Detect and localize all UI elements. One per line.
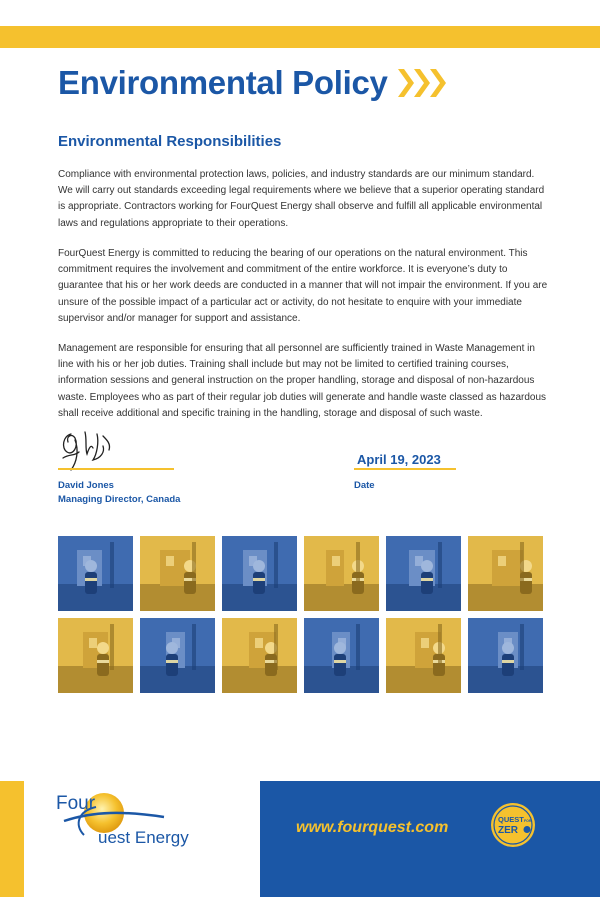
badge-text-zero: ZER (498, 825, 518, 836)
date-label: Date (354, 480, 375, 491)
signatory-role: Managing Director, Canada (58, 494, 181, 505)
badge-text-quest: QUEST (498, 815, 524, 824)
paragraph-compliance: Compliance with environmental protection laws, policies, and industry standards are our minimum standard. We will carry out standards exceeding legal requirements where we believe that a superior operating standard is appropriate. Contractors working for FourQuest Energy shall observe and fulfill all applicable environmental laws and regulations appropriate to their operations. (58, 169, 545, 229)
fourquest-energy-logo (54, 785, 234, 855)
quest-for-zero-badge (490, 802, 536, 848)
website-link[interactable]: www.fourquest.com (296, 819, 449, 836)
photo-industrial-facility (58, 536, 133, 611)
footer-left-accent (0, 781, 24, 897)
paragraph-training: Management are responsible for ensuring that all personnel are sufficiently trained in Waste Management in line with his or her job duties. Training shall include but may not be limited to certified training courses, information sessions and general instruction on the proper handling, storage and disposal of non-hazardous waste. Employees who as part of their regular job duties will generate and handle waste classed as hazardous shall receive additional and specific training in the handling, storage and disposal of such waste. (58, 343, 547, 419)
top-accent-bar (0, 26, 600, 48)
photo-worker-reviewing-document (386, 618, 461, 693)
photo-workers-safety-vests (468, 618, 543, 693)
chevrons-icon (396, 66, 448, 100)
logo-text-four: Four (56, 793, 96, 814)
signature-line (58, 468, 174, 470)
photo-worker-valve (468, 536, 543, 611)
footer-panel (260, 781, 600, 897)
signature-date: April 19, 2023 (357, 452, 441, 467)
logo-text-quest-energy: uest Energy (98, 828, 189, 847)
badge-text-for: FOR (524, 819, 532, 823)
date-line (354, 468, 456, 470)
photo-yellow-equipment-skid (140, 536, 215, 611)
photo-grid (58, 536, 544, 694)
signatory-name: David Jones (58, 480, 114, 491)
paragraph-commitment: FourQuest Energy is committed to reducing the bearing of our operations on the natural environment. This commitment requires the involvement and commitment of the entire workforce. It is everyone’s duty to guarantee that his or her work deeds are conducted in a manner that will not impair the environment. If you are unsure of the possible impact of a particular act or activity, do not hesitate to enquire with your immediate supervisor and/or manager for support and assistance. (58, 248, 548, 324)
page-title: Environmental Policy (58, 64, 388, 101)
photo-workers-pipes (386, 536, 461, 611)
photo-workers-tank (140, 618, 215, 693)
photo-workers-inspection (304, 618, 379, 693)
photo-tube-bundle (222, 618, 297, 693)
photo-worker-hardhat (304, 536, 379, 611)
photo-workers-crouching (222, 536, 297, 611)
handwritten-signature (57, 426, 117, 474)
photo-yellow-truck-trailer (58, 618, 133, 693)
section-subtitle: Environmental Responsibilities (58, 133, 282, 150)
